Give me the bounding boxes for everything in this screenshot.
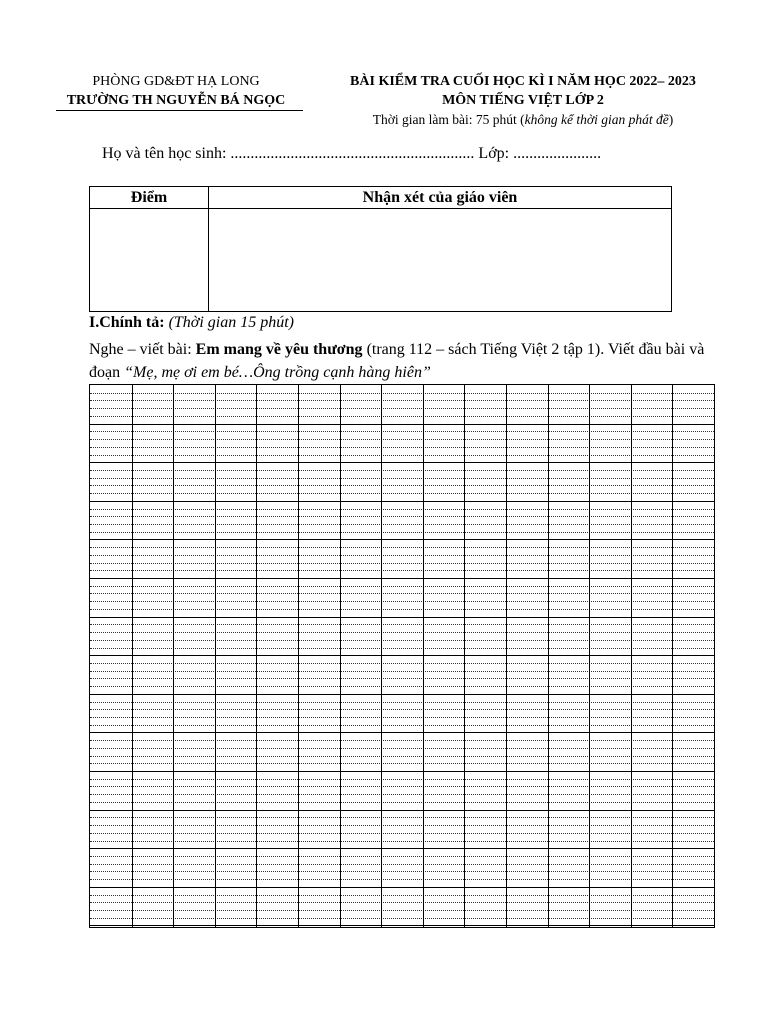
grid-main-line bbox=[90, 578, 714, 579]
grid-main-line bbox=[90, 655, 714, 656]
grid-guide-line bbox=[90, 825, 714, 826]
handwriting-grid[interactable] bbox=[89, 384, 715, 928]
grid-guide-line bbox=[90, 802, 714, 803]
grid-guide-line bbox=[90, 455, 714, 456]
grid-guide-line bbox=[90, 555, 714, 556]
exam-duration bbox=[318, 110, 728, 129]
grid-main-line bbox=[90, 887, 714, 888]
grid-guide-line bbox=[90, 678, 714, 679]
grid-column-line bbox=[672, 385, 673, 927]
grid-guide-line bbox=[90, 439, 714, 440]
grid-guide-line bbox=[90, 570, 714, 571]
grid-main-line bbox=[90, 462, 714, 463]
grid-guide-line bbox=[90, 817, 714, 818]
grid-column-line bbox=[256, 385, 257, 927]
department-name: PHÒNG GD&ĐT HẠ LONG bbox=[92, 74, 260, 89]
grid-guide-line bbox=[90, 794, 714, 795]
grid-main-line bbox=[90, 694, 714, 695]
grid-guide-line bbox=[90, 648, 714, 649]
grid-guide-line bbox=[90, 532, 714, 533]
grid-column-line bbox=[506, 385, 507, 927]
grid-guide-line bbox=[90, 879, 714, 880]
instruction-prefix: Nghe – viết bài: bbox=[89, 341, 196, 358]
grid-guide-line bbox=[90, 509, 714, 510]
score-column-header: Điểm bbox=[130, 189, 168, 206]
grid-guide-line bbox=[90, 748, 714, 749]
grid-main-line bbox=[90, 810, 714, 811]
grid-guide-line bbox=[90, 756, 714, 757]
grid-main-line bbox=[90, 617, 714, 618]
student-info-line[interactable]: Họ và tên học sinh: ............................................................. Lớp: ...................... bbox=[102, 145, 602, 162]
grid-guide-line bbox=[90, 779, 714, 780]
grid-column-line bbox=[340, 385, 341, 927]
duration-suffix: ) bbox=[668, 112, 674, 127]
grid-main-line bbox=[90, 848, 714, 849]
grid-guide-line bbox=[90, 485, 714, 486]
grid-guide-line bbox=[90, 632, 714, 633]
grid-guide-line bbox=[90, 493, 714, 494]
grid-guide-line bbox=[90, 601, 714, 602]
grid-main-line bbox=[90, 732, 714, 733]
grid-guide-line bbox=[90, 431, 714, 432]
section-heading bbox=[89, 314, 294, 332]
score-table-header-rule bbox=[90, 208, 671, 209]
grid-guide-line bbox=[90, 524, 714, 525]
grid-main-line bbox=[90, 539, 714, 540]
grid-guide-line bbox=[90, 895, 714, 896]
grid-guide-line bbox=[90, 478, 714, 479]
header-left bbox=[48, 72, 304, 110]
section-title: I.Chính tả: bbox=[89, 314, 165, 331]
grid-main-line bbox=[90, 771, 714, 772]
school-name: TRƯỜNG TH NGUYỄN BÁ NGỌC bbox=[66, 93, 286, 108]
grid-guide-line bbox=[90, 709, 714, 710]
grid-main-line bbox=[90, 925, 714, 926]
grid-guide-line bbox=[90, 702, 714, 703]
grid-guide-line bbox=[90, 841, 714, 842]
grid-column-line bbox=[173, 385, 174, 927]
grid-column-line bbox=[381, 385, 382, 927]
grid-guide-line bbox=[90, 856, 714, 857]
grid-guide-line bbox=[90, 470, 714, 471]
score-table-divider bbox=[208, 187, 209, 311]
duration-prefix: Thời gian làm bài: 75 phút ( bbox=[372, 112, 525, 127]
lesson-title: Em mang về yêu thương bbox=[195, 341, 363, 358]
grid-main-line bbox=[90, 424, 714, 425]
grid-guide-line bbox=[90, 763, 714, 764]
grid-guide-line bbox=[90, 640, 714, 641]
grid-guide-line bbox=[90, 408, 714, 409]
grid-guide-line bbox=[90, 624, 714, 625]
grid-guide-line bbox=[90, 786, 714, 787]
grid-guide-line bbox=[90, 609, 714, 610]
score-table bbox=[89, 186, 672, 312]
instruction-middle: (trang 112 – sách Tiếng Việt 2 tập 1). Viết đầu bài và đoạn bbox=[89, 341, 705, 381]
header-right bbox=[318, 72, 728, 129]
grid-guide-line bbox=[90, 663, 714, 664]
grid-guide-line bbox=[90, 910, 714, 911]
header-underline bbox=[56, 110, 303, 111]
grid-column-line bbox=[464, 385, 465, 927]
grid-guide-line bbox=[90, 416, 714, 417]
grid-guide-line bbox=[90, 516, 714, 517]
grid-guide-line bbox=[90, 918, 714, 919]
comment-column-header: Nhận xét của giáo viên bbox=[362, 189, 518, 206]
grid-guide-line bbox=[90, 717, 714, 718]
grid-guide-line bbox=[90, 871, 714, 872]
grid-guide-line bbox=[90, 671, 714, 672]
duration-note: không kể thời gian phát đề bbox=[524, 112, 669, 127]
grid-column-line bbox=[215, 385, 216, 927]
grid-guide-line bbox=[90, 833, 714, 834]
grid-guide-line bbox=[90, 393, 714, 394]
grid-main-line bbox=[90, 501, 714, 502]
grid-column-line bbox=[631, 385, 632, 927]
exam-title: BÀI KIỂM TRA CUỐI HỌC KÌ I NĂM HỌC 2022– 2023 bbox=[350, 74, 696, 89]
excerpt-range: “Mẹ, mẹ ơi em bé…Ông trồng cạnh hàng hiên” bbox=[124, 364, 431, 381]
grid-guide-line bbox=[90, 593, 714, 594]
grid-column-line bbox=[423, 385, 424, 927]
instruction-text bbox=[89, 338, 729, 384]
grid-guide-line bbox=[90, 563, 714, 564]
grid-column-line bbox=[548, 385, 549, 927]
grid-guide-line bbox=[90, 547, 714, 548]
grid-guide-line bbox=[90, 902, 714, 903]
grid-guide-line bbox=[90, 740, 714, 741]
grid-guide-line bbox=[90, 400, 714, 401]
grid-guide-line bbox=[90, 586, 714, 587]
grid-guide-line bbox=[90, 447, 714, 448]
grid-column-line bbox=[298, 385, 299, 927]
grid-guide-line bbox=[90, 686, 714, 687]
grid-guide-line bbox=[90, 725, 714, 726]
exam-subject: MÔN TIẾNG VIỆT LỚP 2 bbox=[442, 93, 604, 108]
grid-guide-line bbox=[90, 864, 714, 865]
grid-column-line bbox=[132, 385, 133, 927]
section-duration: (Thời gian 15 phút) bbox=[168, 314, 295, 331]
grid-column-line bbox=[589, 385, 590, 927]
